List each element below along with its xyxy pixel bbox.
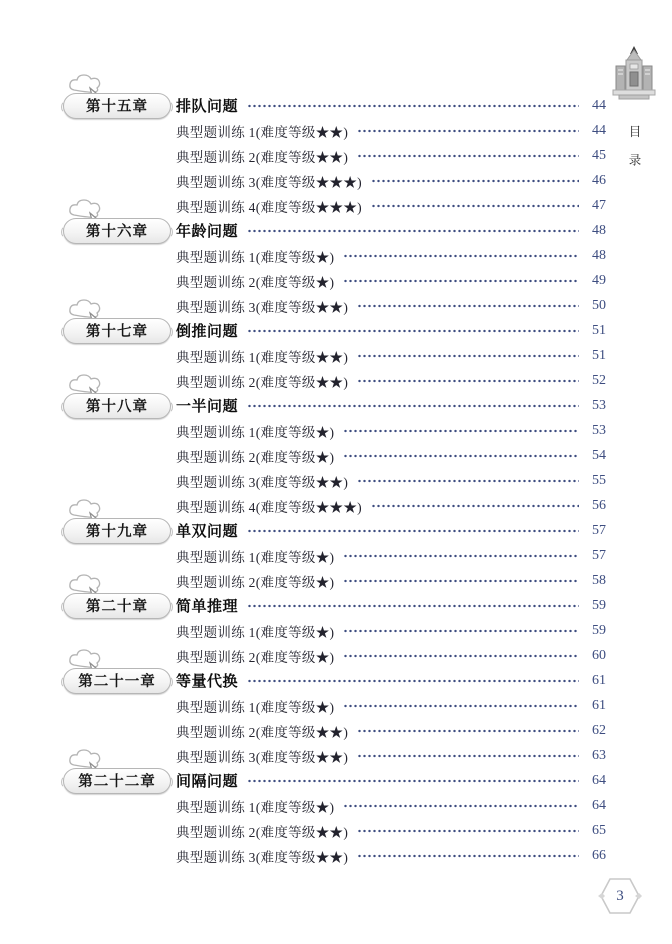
chapter-items xyxy=(0,343,672,393)
item-label: 典型题训练 3(难度等级★★) xyxy=(176,474,349,490)
dotted-leader xyxy=(343,650,579,662)
dotted-leader xyxy=(343,700,579,712)
dotted-leader xyxy=(357,750,579,762)
dotted-leader xyxy=(343,575,579,587)
toc-item-row xyxy=(0,793,672,818)
item-page-number: 57 xyxy=(592,547,606,563)
toc-item-row xyxy=(0,168,672,193)
dotted-leader xyxy=(357,725,579,737)
item-page-number: 65 xyxy=(592,822,606,838)
item-page-number: 54 xyxy=(592,447,606,463)
toc-section xyxy=(0,768,672,868)
chapter-badge xyxy=(63,93,171,119)
toc-item-row xyxy=(0,268,672,293)
item-page-number: 59 xyxy=(592,622,606,638)
item-page-number: 62 xyxy=(592,722,606,738)
chapter-badge xyxy=(63,218,171,244)
chapter-title: 一半问题 xyxy=(176,398,239,415)
toc-section xyxy=(0,218,672,318)
item-page-number: 52 xyxy=(592,372,606,388)
item-label: 典型题训练 2(难度等级★) xyxy=(176,649,335,665)
chapter-items xyxy=(0,243,672,318)
chapter-badge-wrap xyxy=(62,393,172,419)
item-label: 典型题训练 2(难度等级★★) xyxy=(176,149,349,165)
toc-item-row xyxy=(0,418,672,443)
chapter-title: 倒推问题 xyxy=(176,323,239,340)
toc-section xyxy=(0,668,672,768)
item-label: 典型题训练 4(难度等级★★★) xyxy=(176,199,362,215)
dotted-leader xyxy=(357,375,579,387)
toc-item-row xyxy=(0,618,672,643)
toc-item-row xyxy=(0,743,672,768)
dotted-leader xyxy=(357,475,579,487)
chapter-title: 等量代换 xyxy=(176,673,239,690)
item-page-number: 63 xyxy=(592,747,606,763)
toc-section xyxy=(0,393,672,518)
dotted-leader xyxy=(357,850,579,862)
item-label: 典型题训练 1(难度等级★) xyxy=(176,424,335,440)
chapter-badge-label: 第二十一章 xyxy=(78,674,156,690)
toc-item-row xyxy=(0,643,672,668)
chapter-page-number: 53 xyxy=(592,397,606,413)
item-label: 典型题训练 3(难度等级★★★) xyxy=(176,174,362,190)
toc-item-row xyxy=(0,143,672,168)
chapter-page-number: 48 xyxy=(592,222,606,238)
chapter-badge xyxy=(63,768,171,794)
toc-item-row xyxy=(0,543,672,568)
toc-list xyxy=(0,93,672,868)
item-label: 典型题训练 1(难度等级★★) xyxy=(176,124,349,140)
chapter-badge-wrap xyxy=(62,668,172,694)
item-page-number: 44 xyxy=(592,122,606,138)
toc-section xyxy=(0,593,672,668)
item-label: 典型题训练 4(难度等级★★★) xyxy=(176,499,362,515)
toc-section xyxy=(0,518,672,593)
dotted-leader xyxy=(343,250,579,262)
chapter-badge-label: 第十七章 xyxy=(86,324,148,340)
item-label: 典型题训练 2(难度等级★) xyxy=(176,274,335,290)
dotted-leader xyxy=(247,225,579,237)
chapter-title: 单双问题 xyxy=(176,523,239,540)
chapter-row xyxy=(0,668,672,693)
chapter-badge-label: 第十六章 xyxy=(86,224,148,240)
item-page-number: 46 xyxy=(592,172,606,188)
dotted-leader xyxy=(247,100,579,112)
chapter-badge-wrap xyxy=(62,518,172,544)
item-label: 典型题训练 1(难度等级★) xyxy=(176,624,335,640)
item-label: 典型题训练 3(难度等级★★) xyxy=(176,849,349,865)
dotted-leader xyxy=(247,400,579,412)
item-page-number: 64 xyxy=(592,797,606,813)
chapter-title: 年龄问题 xyxy=(176,223,239,240)
dotted-leader xyxy=(371,200,579,212)
dotted-leader xyxy=(343,450,579,462)
dotted-leader xyxy=(247,675,579,687)
item-page-number: 60 xyxy=(592,647,606,663)
item-label: 典型题训练 1(难度等级★) xyxy=(176,249,335,265)
item-label: 典型题训练 1(难度等级★) xyxy=(176,699,335,715)
dotted-leader xyxy=(343,625,579,637)
dotted-leader xyxy=(247,325,579,337)
chapter-badge-wrap xyxy=(62,768,172,794)
chapter-page-number: 51 xyxy=(592,322,606,338)
chapter-row xyxy=(0,593,672,618)
dotted-leader xyxy=(371,175,579,187)
chapter-badge-wrap xyxy=(62,93,172,119)
footer-page-number: 3 xyxy=(616,887,624,904)
chapter-row xyxy=(0,393,672,418)
chapter-title: 间隔问题 xyxy=(176,773,239,790)
dotted-leader xyxy=(247,525,579,537)
chapter-items xyxy=(0,418,672,518)
chapter-items xyxy=(0,118,672,218)
dotted-leader xyxy=(343,800,579,812)
toc-item-row xyxy=(0,843,672,868)
item-label: 典型题训练 3(难度等级★★) xyxy=(176,299,349,315)
toc-item-row xyxy=(0,293,672,318)
dotted-leader xyxy=(357,825,579,837)
toc-item-row xyxy=(0,243,672,268)
item-label: 典型题训练 2(难度等级★) xyxy=(176,574,335,590)
toc-item-row xyxy=(0,468,672,493)
chapter-badge-label: 第十八章 xyxy=(86,399,148,415)
item-page-number: 49 xyxy=(592,272,606,288)
item-page-number: 55 xyxy=(592,472,606,488)
corner-label-toc: 目录 xyxy=(627,125,641,182)
chapter-items xyxy=(0,793,672,868)
chapter-row xyxy=(0,218,672,243)
dotted-leader xyxy=(357,125,579,137)
chapter-items xyxy=(0,618,672,668)
dotted-leader xyxy=(357,300,579,312)
chapter-title: 简单推理 xyxy=(176,598,239,615)
chapter-badge xyxy=(63,518,171,544)
toc-item-row xyxy=(0,343,672,368)
toc-item-row xyxy=(0,568,672,593)
item-label: 典型题训练 1(难度等级★) xyxy=(176,799,335,815)
chapter-items xyxy=(0,693,672,768)
item-page-number: 61 xyxy=(592,697,606,713)
toc-item-row xyxy=(0,193,672,218)
chapter-row xyxy=(0,518,672,543)
toc-item-row xyxy=(0,118,672,143)
item-page-number: 53 xyxy=(592,422,606,438)
chapter-row xyxy=(0,93,672,118)
chapter-badge-label: 第二十章 xyxy=(86,599,148,615)
toc-item-row xyxy=(0,443,672,468)
item-page-number: 48 xyxy=(592,247,606,263)
dotted-leader xyxy=(247,600,579,612)
chapter-items xyxy=(0,543,672,593)
chapter-badge-label: 第十九章 xyxy=(86,524,148,540)
toc-item-row xyxy=(0,818,672,843)
item-page-number: 50 xyxy=(592,297,606,313)
chapter-badge-wrap xyxy=(62,218,172,244)
item-label: 典型题训练 2(难度等级★★) xyxy=(176,824,349,840)
toc-item-row xyxy=(0,493,672,518)
footer-page-badge xyxy=(596,876,644,916)
dotted-leader xyxy=(343,275,579,287)
dotted-leader xyxy=(371,500,579,512)
item-label: 典型题训练 3(难度等级★★) xyxy=(176,749,349,765)
chapter-row xyxy=(0,768,672,793)
dotted-leader xyxy=(343,425,579,437)
toc-section xyxy=(0,93,672,218)
item-page-number: 56 xyxy=(592,497,606,513)
toc-item-row xyxy=(0,693,672,718)
item-page-number: 51 xyxy=(592,347,606,363)
chapter-page-number: 44 xyxy=(592,97,606,113)
item-label: 典型题训练 2(难度等级★★) xyxy=(176,724,349,740)
item-label: 典型题训练 1(难度等级★★) xyxy=(176,349,349,365)
dotted-leader xyxy=(357,150,579,162)
chapter-title: 排队问题 xyxy=(176,98,239,115)
item-label: 典型题训练 1(难度等级★) xyxy=(176,549,335,565)
dotted-leader xyxy=(357,350,579,362)
item-label: 典型题训练 2(难度等级★) xyxy=(176,449,335,465)
dotted-leader xyxy=(343,550,579,562)
item-page-number: 66 xyxy=(592,847,606,863)
chapter-page-number: 59 xyxy=(592,597,606,613)
chapter-badge-wrap xyxy=(62,593,172,619)
item-page-number: 45 xyxy=(592,147,606,163)
chapter-badge xyxy=(63,668,171,694)
chapter-badge-wrap xyxy=(62,318,172,344)
chapter-badge xyxy=(63,393,171,419)
chapter-badge-label: 第二十二章 xyxy=(78,774,156,790)
toc-section xyxy=(0,318,672,393)
chapter-page-number: 57 xyxy=(592,522,606,538)
chapter-row xyxy=(0,318,672,343)
chapter-badge-label: 第十五章 xyxy=(86,99,148,115)
toc-item-row xyxy=(0,718,672,743)
item-page-number: 58 xyxy=(592,572,606,588)
dotted-leader xyxy=(247,775,579,787)
chapter-page-number: 64 xyxy=(592,772,606,788)
item-label: 典型题训练 2(难度等级★★) xyxy=(176,374,349,390)
chapter-badge xyxy=(63,593,171,619)
chapter-badge xyxy=(63,318,171,344)
item-page-number: 47 xyxy=(592,197,606,213)
chapter-page-number: 61 xyxy=(592,672,606,688)
toc-item-row xyxy=(0,368,672,393)
